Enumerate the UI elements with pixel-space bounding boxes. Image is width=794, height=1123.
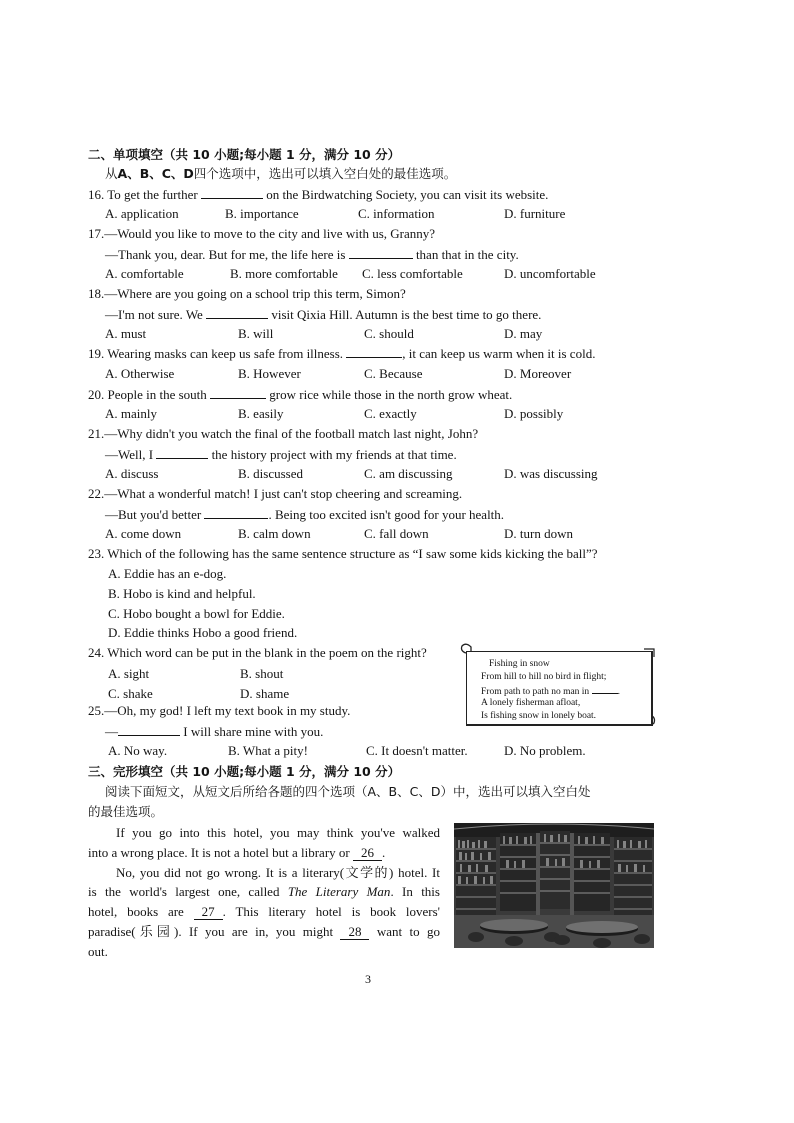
question-23-stem: 23. Which of the following has the same sentence structure as “I saw some kids kicking the ball”?	[88, 546, 598, 561]
option-d[interactable]: D. was discussing	[504, 466, 598, 481]
answer-blank[interactable]	[204, 506, 268, 519]
question-24-stem: 24. Which word can be put in the blank in the poem on the right?	[88, 645, 427, 660]
poem-line: Is fishing snow in lonely boat.	[481, 711, 597, 721]
cloze-blank-26[interactable]: 26	[353, 845, 382, 861]
option-c[interactable]: C. shake	[108, 686, 153, 701]
option-b[interactable]: B. will	[238, 326, 274, 341]
question-22-reply: —But you'd better . Being too excited isn't good for your health.	[105, 507, 505, 522]
option-b[interactable]: B. importance	[225, 206, 299, 221]
option-a[interactable]: A. sight	[108, 666, 150, 681]
hotel-name: The Literary Man	[287, 884, 391, 899]
option-a[interactable]: A. come down	[105, 526, 182, 541]
option-d[interactable]: D. furniture	[504, 206, 566, 221]
cloze-blank-27[interactable]: 27	[194, 904, 223, 920]
option-d[interactable]: D. Eddie thinks Hobo a good friend.	[108, 625, 298, 640]
passage-line: paradise(乐园). If you are in, you might 28 want to go	[88, 924, 441, 939]
question-21-stem: 21.—Why didn't you watch the final of the football match last night, John?	[88, 426, 479, 441]
section3-instruction-cont: 的最佳选项。	[88, 804, 164, 819]
option-a[interactable]: A. comfortable	[105, 266, 184, 281]
section2-instruction: 从A、B、C、D四个选项中，选出可以填入空白处的最佳选项。	[105, 166, 457, 181]
question-17-reply: —Thank you, dear. But for me, the life here is than that in the city.	[105, 247, 519, 262]
option-c[interactable]: C. less comfortable	[362, 266, 463, 281]
poem-blank[interactable]	[592, 684, 618, 694]
option-d[interactable]: D. shame	[240, 686, 290, 701]
option-a[interactable]: A. No way.	[108, 743, 168, 758]
section3-heading: 三、完形填空（共 10 小题;每小题 1 分，满分 10 分）	[88, 764, 401, 779]
passage-line: is the world's largest one, called The Literary Man. In this	[88, 884, 440, 899]
page-number: 3	[365, 972, 371, 986]
passage-line: out.	[88, 944, 108, 959]
option-b[interactable]: B. more comfortable	[230, 266, 338, 281]
question-18-stem: 18.—Where are you going on a school trip this term, Simon?	[88, 286, 406, 301]
question-16-stem: 16. To get the further on the Birdwatching Society, you can visit its website.	[88, 187, 549, 202]
option-b[interactable]: B. discussed	[238, 466, 303, 481]
answer-blank[interactable]	[346, 345, 402, 358]
passage-line: hotel, books are 27 . This literary hotel is book lovers'	[88, 904, 441, 919]
answer-blank[interactable]	[210, 386, 266, 399]
poem-scroll	[458, 643, 658, 727]
poem-line-with-blank: From path to path no man in .	[481, 684, 620, 698]
option-b[interactable]: B. easily	[238, 406, 284, 421]
answer-blank[interactable]	[201, 186, 263, 199]
question-18-reply: —I'm not sure. We visit Qixia Hill. Autumn is the best time to go there.	[105, 307, 542, 322]
option-a[interactable]: A. Otherwise	[105, 366, 175, 381]
option-c[interactable]: C. fall down	[364, 526, 429, 541]
question-25-reply: — I will share mine with you.	[105, 724, 324, 739]
option-c[interactable]: C. exactly	[364, 406, 417, 421]
question-20-stem: 20. People in the south grow rice while those in the north grow wheat.	[88, 387, 513, 402]
option-c[interactable]: C. am discussing	[364, 466, 453, 481]
section3-instruction: 阅读下面短文，从短文后所给各题的四个选项（A、B、C、D）中，选出可以填入空白处	[105, 784, 591, 799]
answer-blank[interactable]	[206, 306, 268, 319]
option-a[interactable]: A. mainly	[105, 406, 157, 421]
option-d[interactable]: D. uncomfortable	[504, 266, 596, 281]
option-d[interactable]: D. possibly	[504, 406, 564, 421]
option-c[interactable]: C. Because	[364, 366, 423, 381]
option-d[interactable]: D. turn down	[504, 526, 573, 541]
option-b[interactable]: B. calm down	[238, 526, 311, 541]
answer-blank[interactable]	[156, 446, 208, 459]
question-22-stem: 22.—What a wonderful match! I just can't stop cheering and screaming.	[88, 486, 463, 501]
question-17-stem: 17.—Would you like to move to the city and live with us, Granny?	[88, 226, 436, 241]
poem-line: A lonely fisherman afloat,	[481, 698, 581, 708]
section2-heading: 二、单项填空（共 10 小题;每小题 1 分，满分 10 分）	[88, 147, 401, 162]
option-d[interactable]: D. No problem.	[504, 743, 586, 758]
option-c[interactable]: C. information	[358, 206, 435, 221]
answer-blank[interactable]	[118, 723, 180, 736]
poem-title: Fishing in snow	[489, 659, 550, 669]
passage-line: No, you did not go wrong. It is a literary(文学的) hotel. It	[116, 865, 440, 880]
poem-line: From hill to hill no bird in flight;	[481, 672, 607, 682]
library-hotel-photo	[454, 823, 654, 948]
option-a[interactable]: A. Eddie has an e-dog.	[108, 566, 227, 581]
option-b[interactable]: B. shout	[240, 666, 284, 681]
option-b[interactable]: B. What a pity!	[228, 743, 308, 758]
option-a[interactable]: A. application	[105, 206, 179, 221]
option-c[interactable]: C. It doesn't matter.	[366, 743, 468, 758]
option-c[interactable]: C. Hobo bought a bowl for Eddie.	[108, 606, 285, 621]
passage-line: into a wrong place. It is not a hotel but a library or 26 .	[88, 845, 386, 860]
option-b[interactable]: B. Hobo is kind and helpful.	[108, 586, 256, 601]
option-a[interactable]: A. must	[105, 326, 147, 341]
question-19-stem: 19. Wearing masks can keep us safe from illness. , it can keep us warm when it is cold.	[88, 346, 596, 361]
option-d[interactable]: D. may	[504, 326, 543, 341]
passage-line: If you go into this hotel, you may think you've walked	[116, 825, 440, 840]
option-c[interactable]: C. should	[364, 326, 414, 341]
option-d[interactable]: D. Moreover	[504, 366, 572, 381]
poem-panel	[466, 651, 653, 726]
question-21-reply: —Well, I the history project with my friends at that time.	[105, 447, 457, 462]
answer-blank[interactable]	[349, 246, 413, 259]
option-b[interactable]: B. However	[238, 366, 301, 381]
option-a[interactable]: A. discuss	[105, 466, 159, 481]
cloze-blank-28[interactable]: 28	[340, 924, 369, 940]
question-25-stem: 25.—Oh, my god! I left my text book in my study.	[88, 703, 351, 718]
